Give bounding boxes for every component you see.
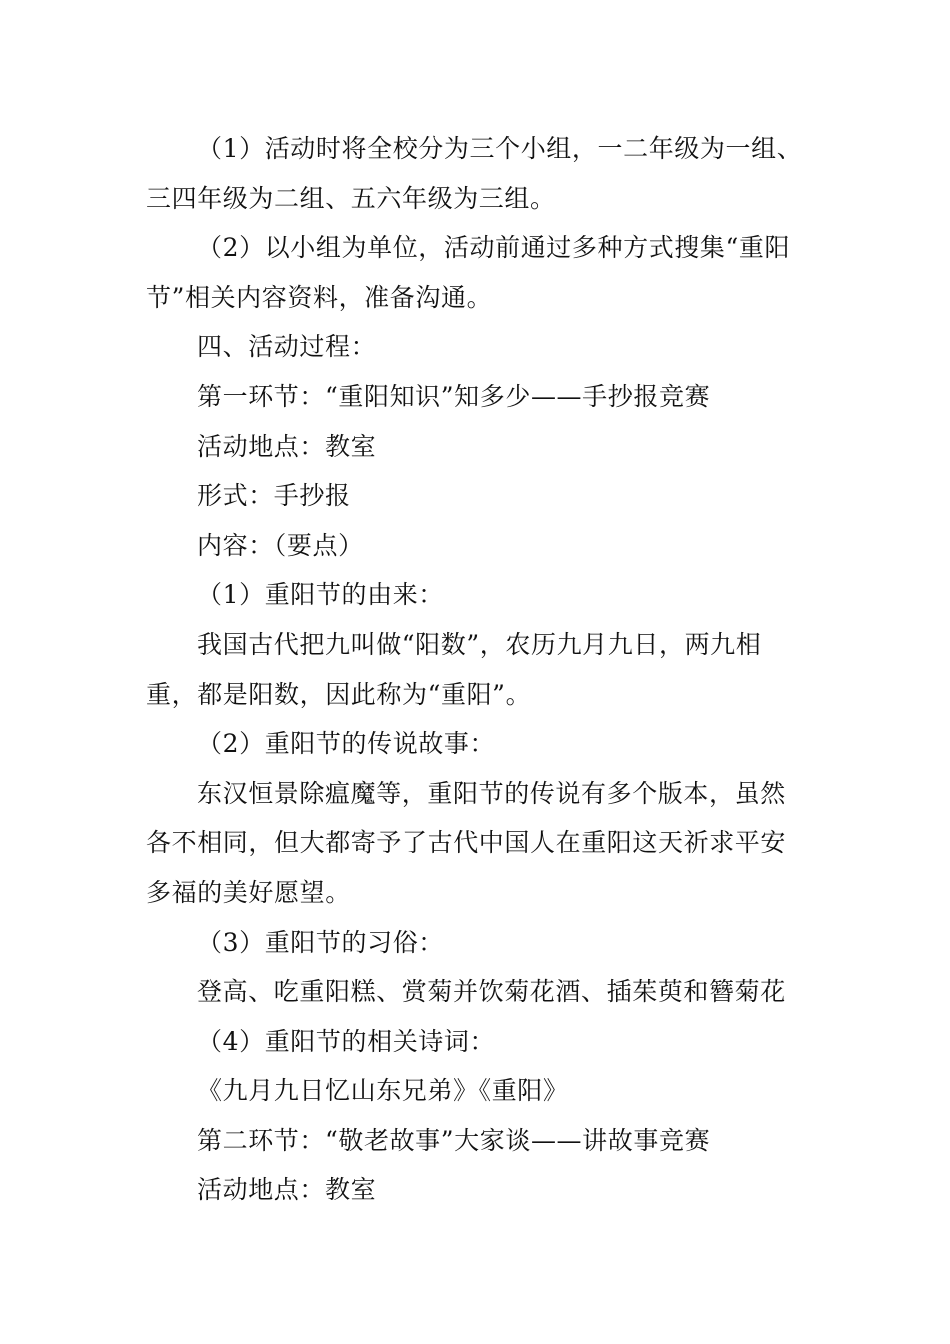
paragraph-line: 东汉恒景除瘟魔等，重阳节的传说有多个版本，虽然 [197, 778, 786, 808]
paragraph-line: 活动地点：教室 [197, 431, 377, 461]
paragraph-line: （1）活动时将全校分为三个小组，一二年级为一组、 [197, 134, 803, 163]
document-body [146, 124, 806, 1215]
paragraph-line: 形式：手抄报 [197, 481, 351, 511]
paragraph-line: 各不相同，但大都寄予了古代中国人在重阳这天祈求平安 [146, 828, 787, 858]
list-item-heading: （3）重阳节的习俗： [197, 927, 444, 957]
paragraph-line: 内容：（要点） [197, 530, 364, 560]
subsection-heading: 第一环节：“重阳知识”知多少——手抄报竞赛 [197, 381, 711, 411]
list-item-heading: （2）重阳节的传说故事： [197, 729, 496, 759]
paragraph-line: （2）以小组为单位，活动前通过多种方式搜集“重阳 [197, 233, 791, 263]
list-item-heading: （4）重阳节的相关诗词： [197, 1026, 496, 1056]
paragraph-line: 活动地点：教室 [197, 1175, 377, 1205]
section-heading: 四、活动过程： [197, 332, 377, 362]
list-item-heading: （1）重阳节的由来： [197, 580, 444, 610]
paragraph-line: 《九月九日忆山东兄弟》《重阳》 [197, 1076, 569, 1106]
paragraph-line: 多福的美好愿望。 [146, 877, 351, 907]
paragraph-line: 登高、吃重阳糕、赏菊并饮菊花酒、插茱萸和簪菊花 [197, 977, 786, 1007]
subsection-heading: 第二环节：“敬老故事”大家谈——讲故事竞赛 [197, 1125, 711, 1155]
paragraph-line: 节”相关内容资料，准备沟通。 [146, 282, 493, 312]
paragraph-line: 我国古代把九叫做“阳数”，农历九月九日，两九相 [197, 629, 762, 659]
paragraph-line: 三四年级为二组、五六年级为三组。 [146, 183, 556, 213]
paragraph-line: 重，都是阳数，因此称为“重阳”。 [146, 679, 532, 709]
